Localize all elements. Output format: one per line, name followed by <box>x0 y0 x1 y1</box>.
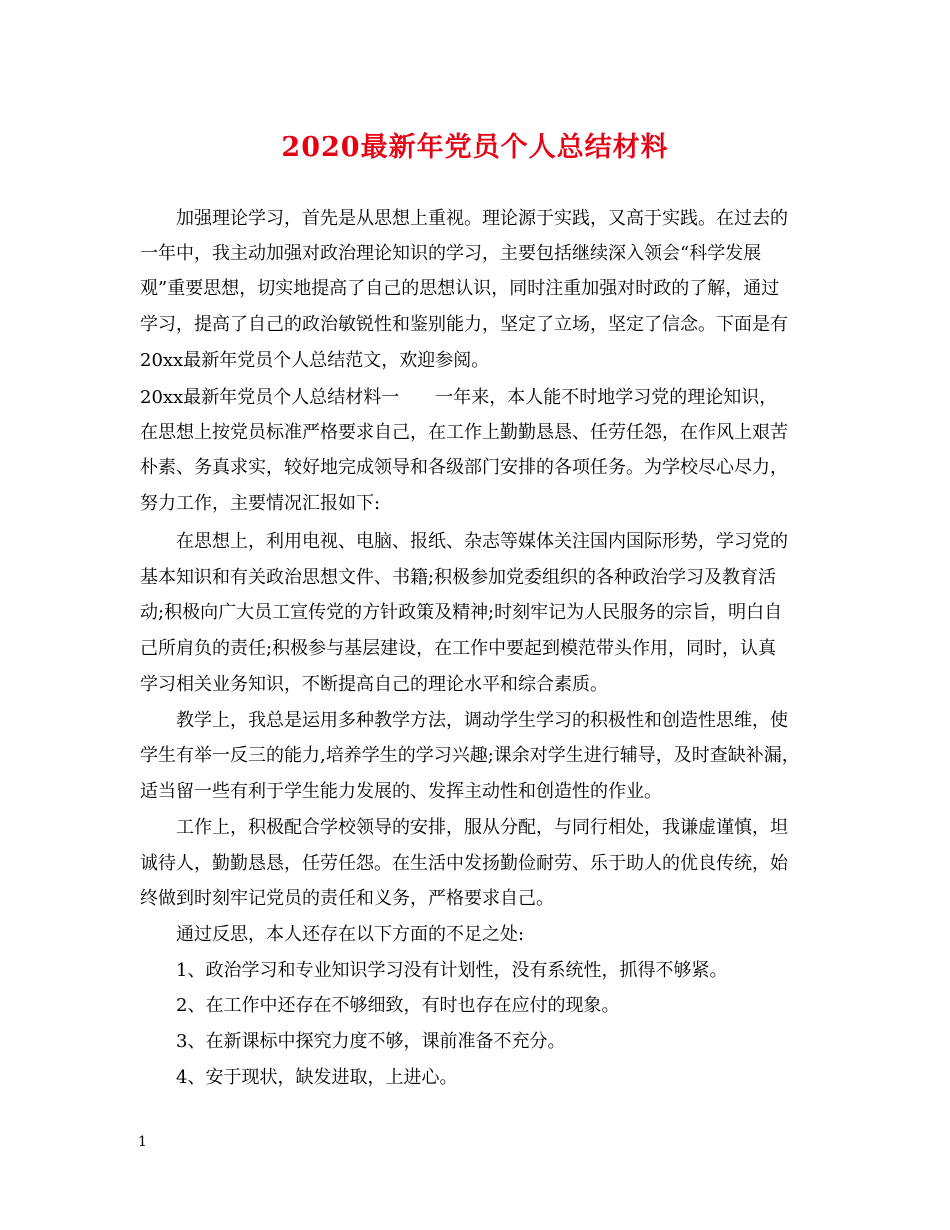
paragraph-line: 观”重要思想，切实地提高了自己的思想认识，同时注重加强对时政的了解，通过 <box>140 278 780 299</box>
paragraph-line: 适当留一些有利于学生能力发展的、发挥主动性和创造性的作业。 <box>140 781 662 802</box>
paragraph-line: 动;积极向广大员工宣传党的方针政策及精神;时刻牢记为人民服务的宗旨，明白自 <box>140 602 783 623</box>
paragraph-line: 在思想上，利用电视、电脑、报纸、杂志等媒体关注国内国际形势，学习党的 <box>140 531 788 552</box>
paragraph-line: 终做到时刻牢记党员的责任和义务，严格要求自己。 <box>140 888 554 909</box>
paragraph-line: 努力工作，主要情况汇报如下: <box>140 493 381 514</box>
paragraph-line: 学习相关业务知识，不断提高自己的理论水平和综合素质。 <box>140 674 608 695</box>
paragraph-line: 朴素、务真求实，较好地完成领导和各级部门安排的各项任务。为学校尽心尽力， <box>140 457 788 478</box>
paragraph-line: 工作上，积极配合学校领导的安排，服从分配，与同行相处，我谦虚谨慎，坦 <box>140 817 788 838</box>
paragraph-line: 在思想上按党员标准严格要求自己，在工作上勤勤恳恳、任劳任怨，在作风上艰苦 <box>140 422 788 443</box>
paragraph-line: 学生有举一反三的能力,培养学生的学习兴趣;课余对学生进行辅导，及时查缺补漏， <box>140 745 800 766</box>
list-item: 4、安于现状，缺发进取，上进心。 <box>140 1067 458 1088</box>
paragraph-line: 学习，提高了自己的政治敏锐性和鉴别能力，坚定了立场，坚定了信念。下面是有 <box>140 314 788 335</box>
paragraph-line: 通过反思，本人还存在以下方面的不足之处: <box>140 924 525 945</box>
page-number: 1 <box>138 1134 147 1150</box>
paragraph-line: 20xx最新年党员个人总结材料一 一年来，本人能不时地学习党的理论知识， <box>140 387 778 408</box>
paragraph-line: 教学上，我总是运用多种教学方法，调动学生学习的积极性和创造性思维，使 <box>140 710 788 731</box>
list-item: 1、政治学习和专业知识学习没有计划性，没有系统性，抓得不够紧。 <box>140 960 728 981</box>
page-title: 2020最新年党员个人总结材料 <box>281 132 669 163</box>
paragraph-line: 20xx最新年党员个人总结范文，欢迎参阅。 <box>140 350 490 371</box>
paragraph-line: 诚待人，勤勤恳恳，任劳任怨。在生活中发扬勤俭耐劳、乐于助人的优良传统，始 <box>140 853 788 874</box>
list-item: 3、在新课标中探究力度不够，课前准备不充分。 <box>140 1031 566 1052</box>
paragraph-line: 一年中，我主动加强对政治理论知识的学习，主要包括继续深入领会“科学发展 <box>140 243 762 264</box>
paragraph-line: 加强理论学习，首先是从思想上重视。理论源于实践，又高于实践。在过去的 <box>140 208 788 229</box>
paragraph-line: 己所肩负的责任;积极参与基层建设，在工作中要起到模范带头作用，同时，认真 <box>140 638 777 659</box>
paragraph-line: 基本知识和有关政治思想文件、书籍;积极参加党委组织的各种政治学习及教育活 <box>140 567 777 588</box>
list-item: 2、在工作中还存在不够细致，有时也存在应付的现象。 <box>140 995 620 1016</box>
